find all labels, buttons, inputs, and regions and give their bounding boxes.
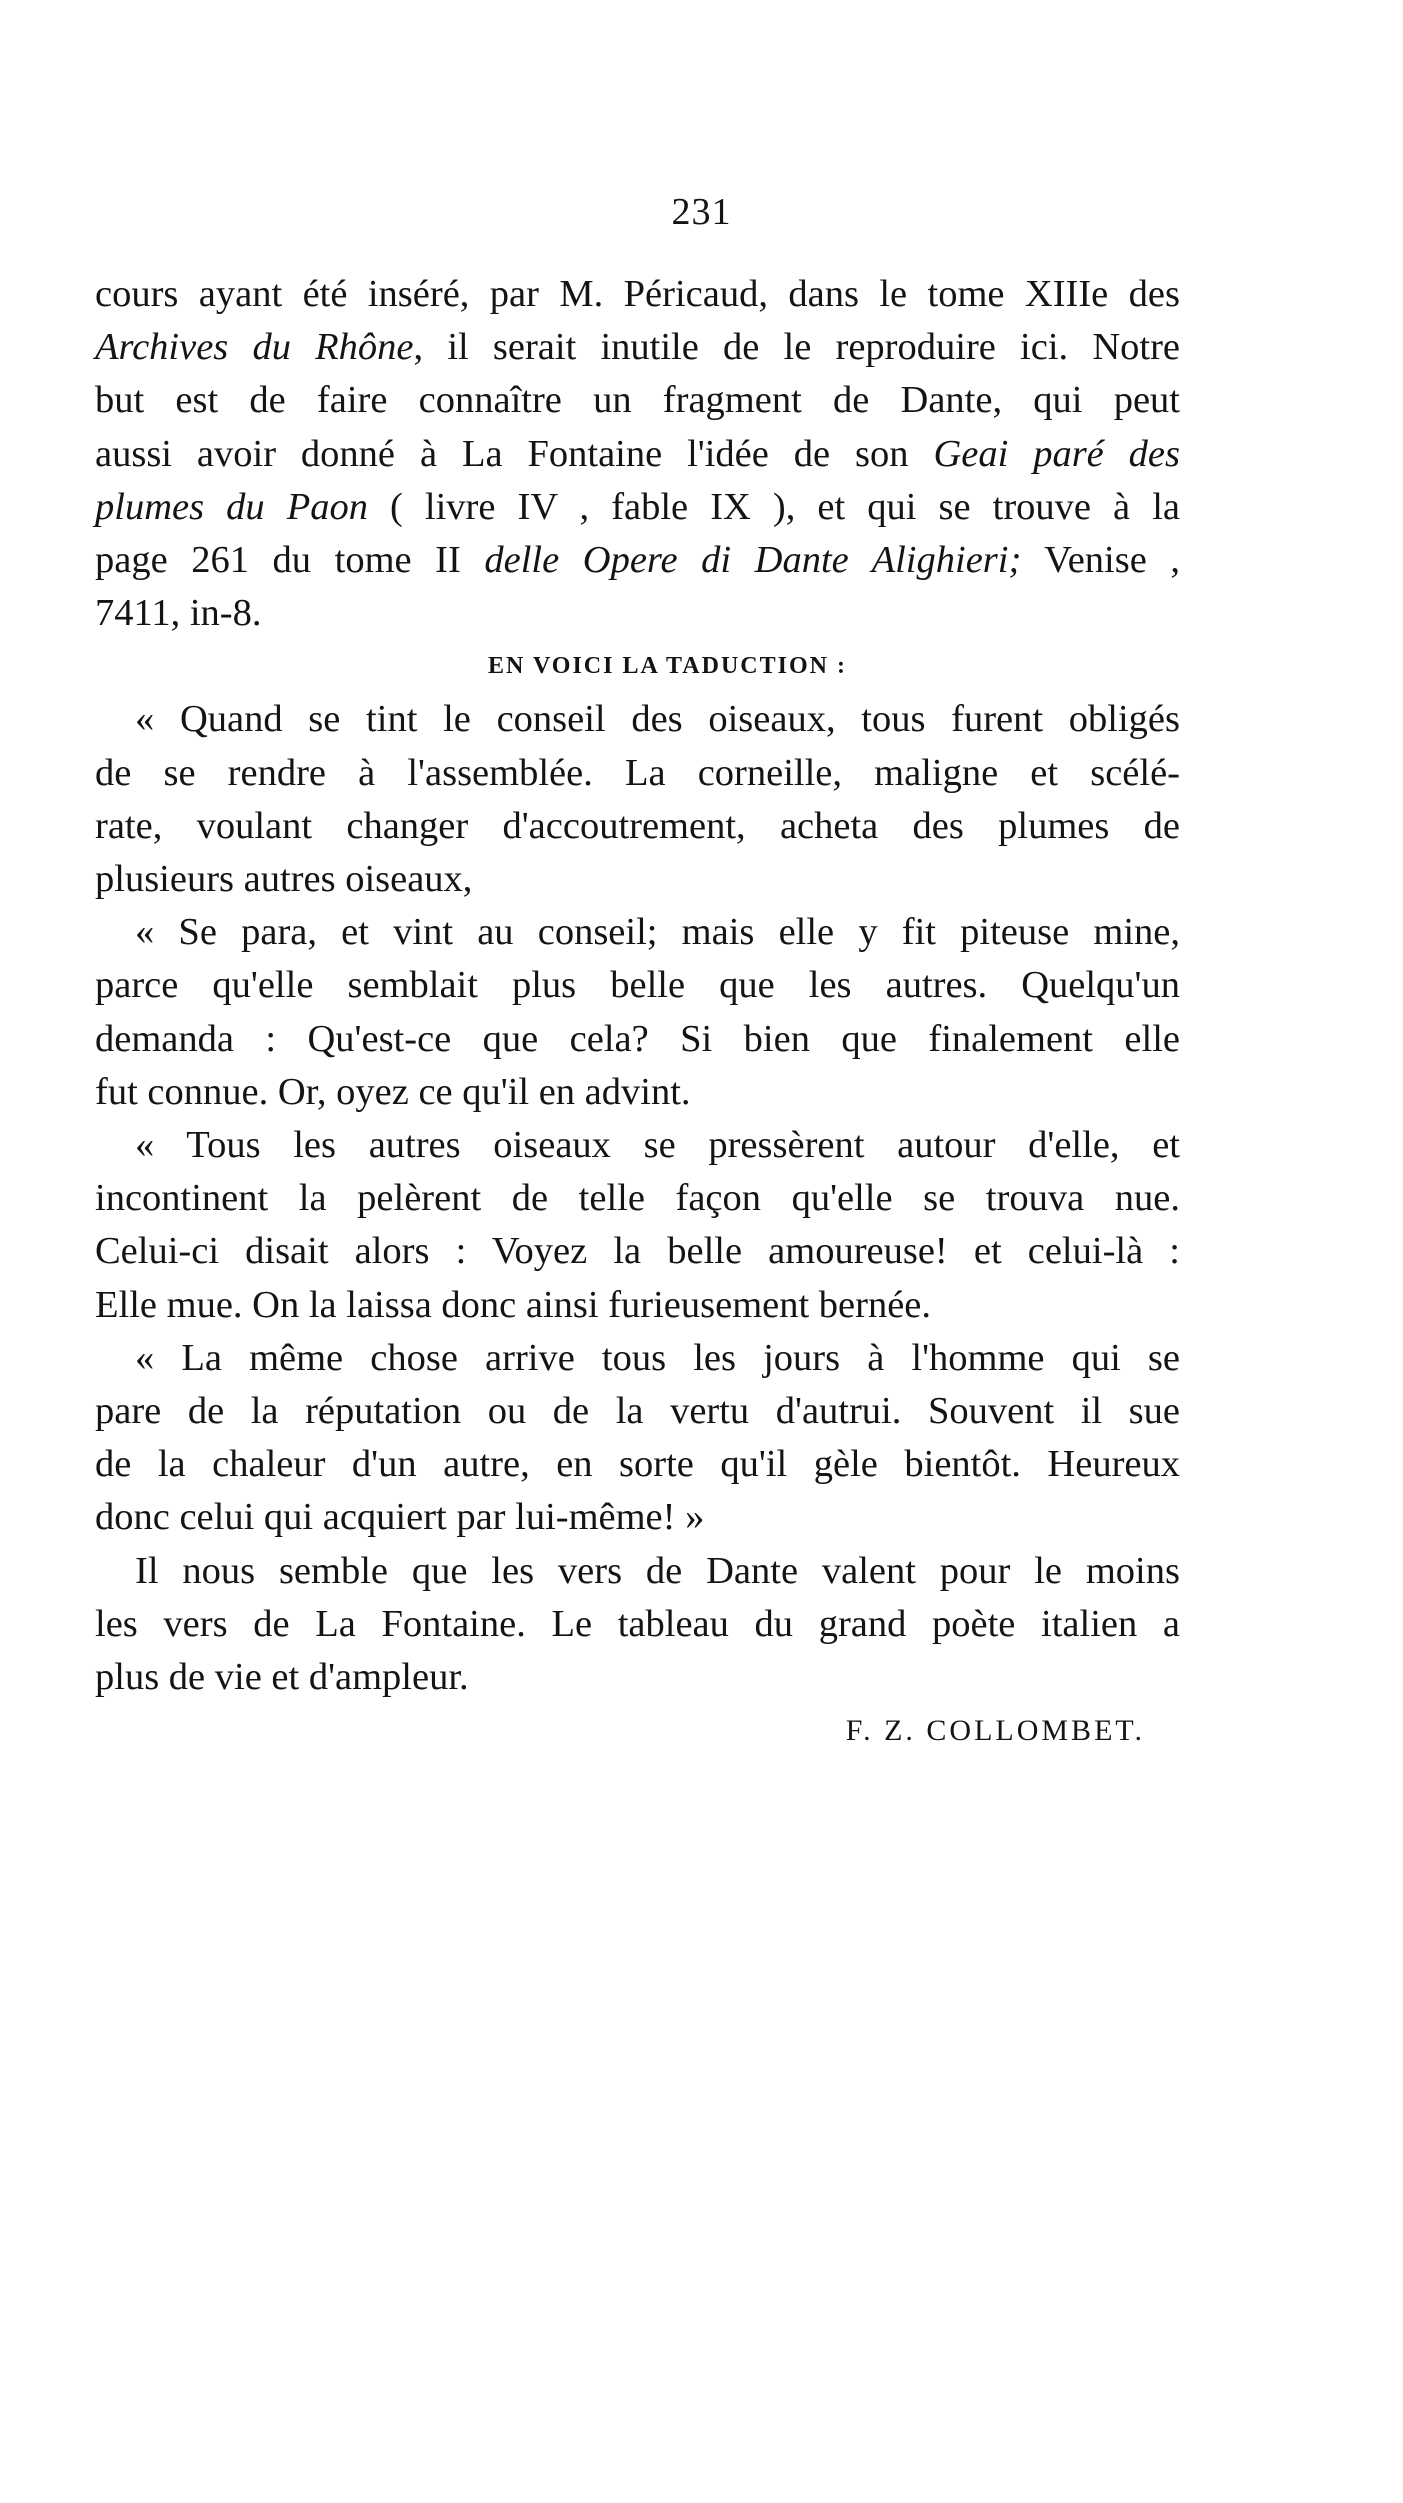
text-line: demanda : Qu'est-ce que cela? Si bien que finalement elle [95, 1017, 1180, 1060]
page-body [95, 268, 1180, 1757]
text-line: parce qu'elle semblait plus belle que les autres. Quelqu'un [95, 964, 1180, 1007]
text-line: fut connue. Or, oyez ce qu'il en advint. [95, 1070, 691, 1113]
text-line: « Tous les autres oiseaux se pressèrent autour d'elle, et [135, 1124, 1180, 1167]
quote-paragraph-4 [95, 1332, 1180, 1545]
section-heading: EN VOICI LA TADUCTION : [488, 653, 847, 680]
text-line: plusieurs autres oiseaux, [95, 858, 473, 901]
text-line: de se rendre à l'assemblée. La corneille, maligne et scélé- [95, 751, 1180, 794]
italic-title: Archives du Rhône [95, 326, 414, 369]
quote-paragraph-3 [95, 1119, 1180, 1332]
text-line: 7411, in-8. [95, 592, 262, 635]
text-line [95, 481, 1180, 534]
quote-paragraph-1 [95, 693, 1180, 906]
page-number: 231 [671, 191, 732, 233]
text-line: incontinent la pelèrent de telle façon qu'elle se trouva nue. [95, 1177, 1180, 1220]
author-signature: F. Z. COLLOMBET. [845, 1714, 1145, 1748]
text-fragment: aussi avoir donné à La Fontaine l'idée de son [95, 432, 934, 475]
text-line: « Se para, et vint au conseil; mais elle y fit piteuse mine, [135, 911, 1180, 954]
text-fragment: ( livre IV , fable IX ), et qui se trouve à la [367, 485, 1180, 528]
text-line [95, 534, 1180, 587]
text-line: plus de vie et d'ampleur. [95, 1656, 469, 1699]
text-line: Celui-ci disait alors : Voyez la belle amoureuse! et celui-là : [95, 1230, 1180, 1273]
text-line: Elle mue. On la laissa donc ainsi furieusement bernée. [95, 1283, 932, 1326]
text-line: « La même chose arrive tous les jours à l'homme qui se [135, 1336, 1180, 1379]
text-line: rate, voulant changer d'accoutrement, acheta des plumes de [95, 804, 1180, 847]
text-line: donc celui qui acquiert par lui-même! » [95, 1496, 705, 1539]
text-line: Il nous semble que les vers de Dante valent pour le moins [135, 1549, 1180, 1592]
quote-paragraph-2 [95, 906, 1180, 1119]
italic-title: delle Opere di Dante Alighieri; [484, 539, 1022, 582]
paragraph-intro [95, 268, 1180, 640]
text-line [95, 428, 1180, 481]
text-fragment: , il serait inutile de le reproduire ici. Notre [413, 326, 1180, 369]
text-line: cours ayant été inséré, par M. Péricaud, dans le tome XIIIe des [95, 273, 1180, 315]
text-line: but est de faire connaître un fragment de Dante, qui peut [95, 379, 1180, 422]
text-fragment: page 261 du tome II [95, 539, 485, 582]
conclusion-paragraph [95, 1545, 1180, 1705]
text-line [95, 321, 1180, 374]
text-line: pare de la réputation ou de la vertu d'autrui. Souvent il sue [95, 1390, 1180, 1433]
text-line: de la chaleur d'un autre, en sorte qu'il gèle bientôt. Heureux [95, 1443, 1180, 1486]
text-line: les vers de La Fontaine. Le tableau du grand poète italien a [95, 1602, 1180, 1645]
text-line: « Quand se tint le conseil des oiseaux, tous furent obligés [135, 698, 1180, 741]
italic-title: plumes du Paon [95, 485, 368, 528]
text-fragment: Venise , [1021, 539, 1180, 582]
italic-title: Geai paré des [933, 432, 1180, 475]
